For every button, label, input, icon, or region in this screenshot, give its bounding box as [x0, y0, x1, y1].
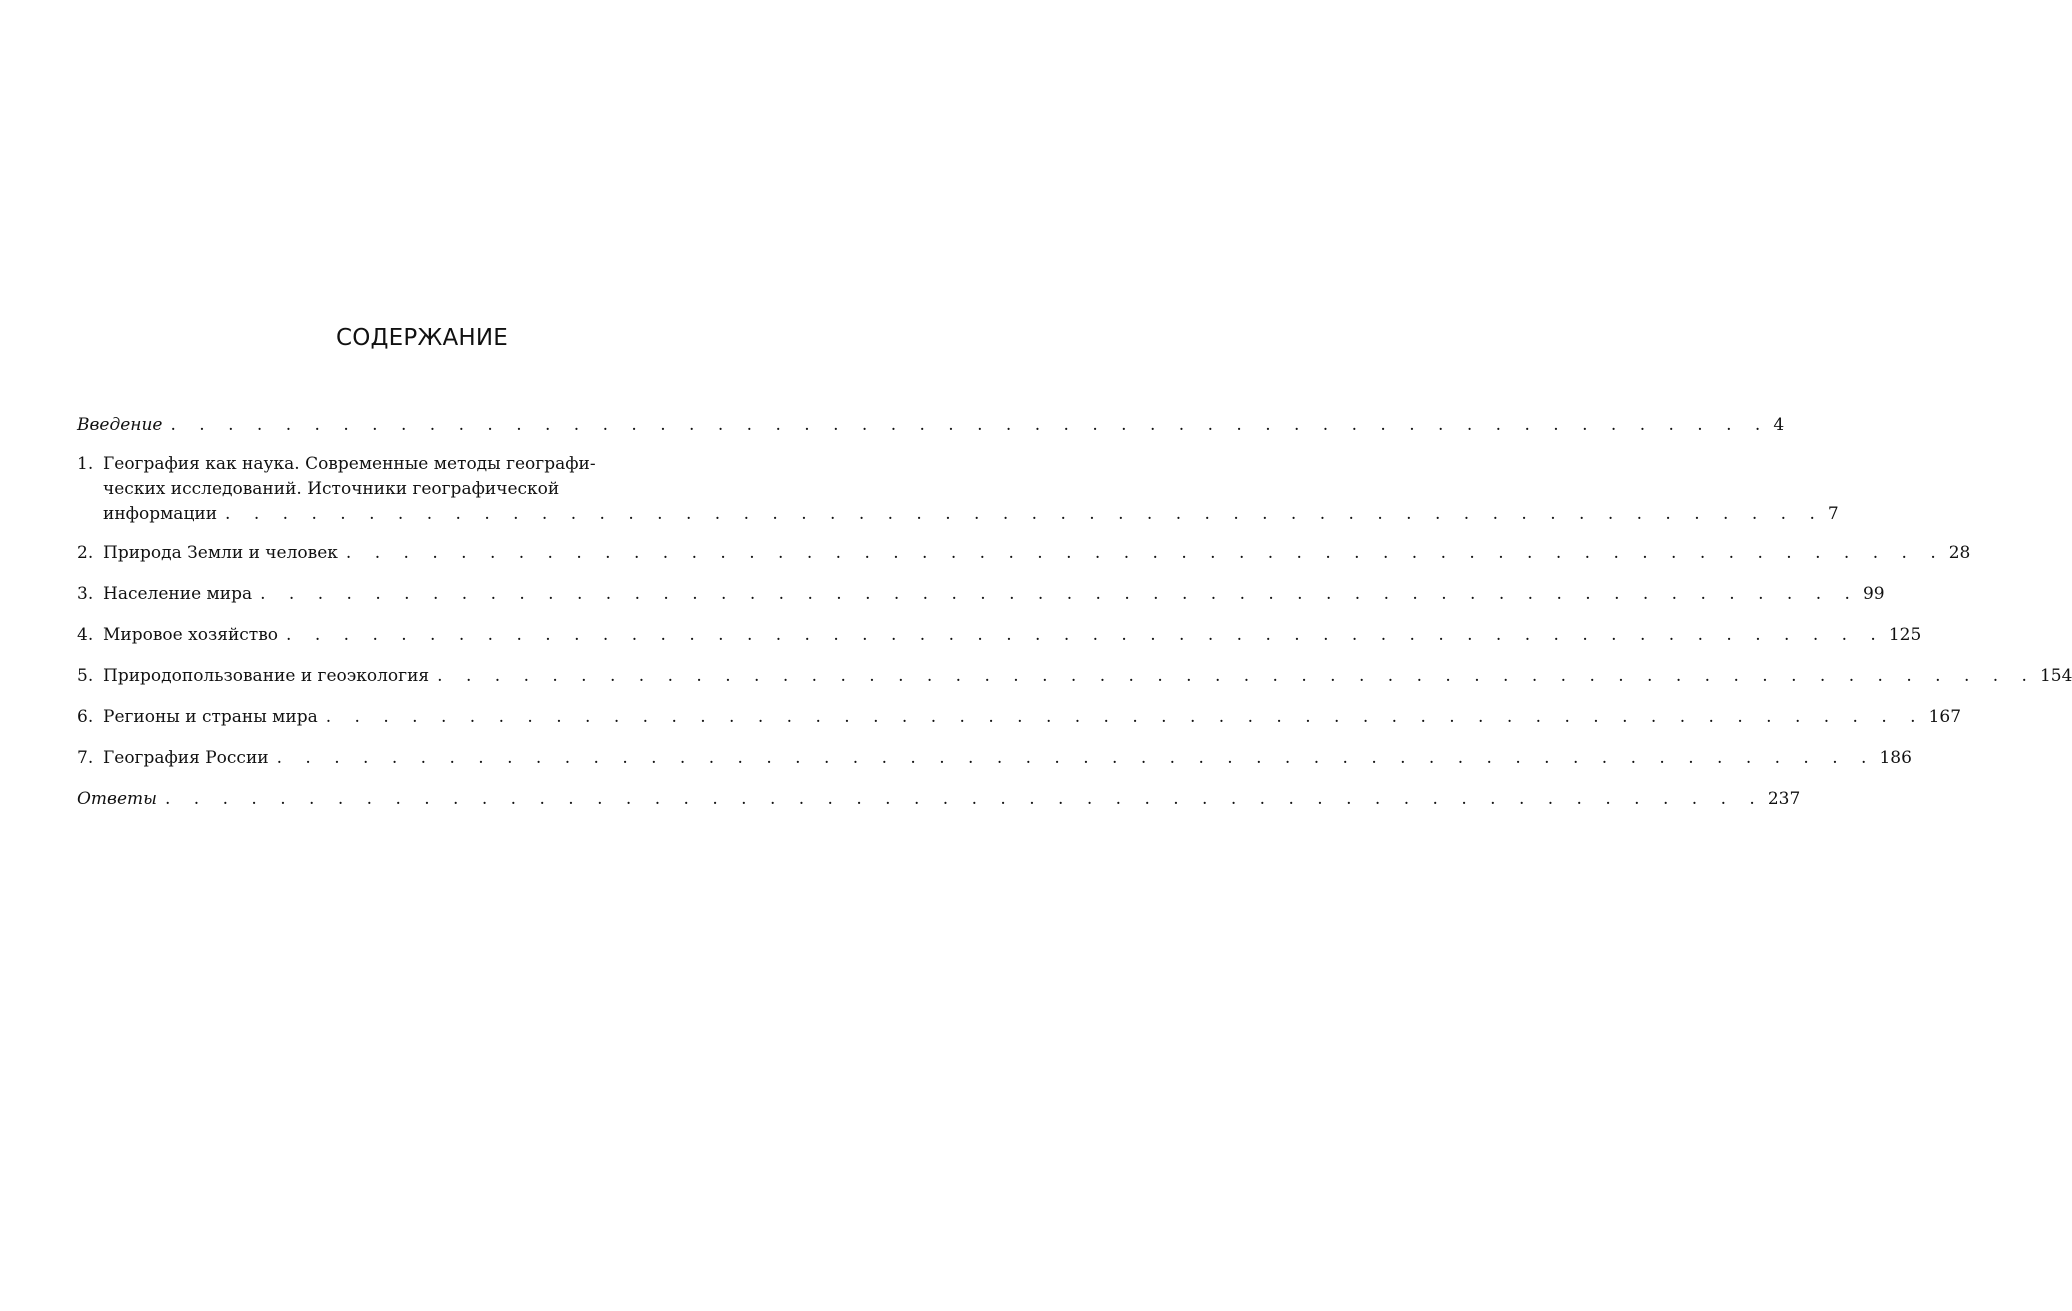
dot-leader: . . . . . . . . . . . . . . . . . . . . . . . . . . . . . . . . . . . . . . . . . . . . . . . . . . . . . . . .: [437, 666, 2036, 686]
toc-entry-label: Регионы и страны мира: [103, 707, 318, 727]
toc-entry-label: Ответы: [77, 789, 157, 809]
toc-entry-line: География как наука. Современные методы географи-: [103, 454, 596, 474]
toc-entry-1: [77, 452, 1839, 527]
toc-entry-page: 186: [1879, 748, 1912, 768]
toc-entry-label: Природа Земли и человек: [103, 543, 338, 563]
page-title: СОДЕРЖАНИЕ: [335, 325, 509, 351]
toc-entry-page: 237: [1767, 789, 1801, 809]
toc-entry-7: [77, 746, 1912, 771]
toc-entry-page: 125: [1888, 625, 1922, 645]
toc-entry-introduction: [77, 413, 1785, 438]
toc-entry-number: 7.: [77, 748, 94, 768]
dot-leader: . . . . . . . . . . . . . . . . . . . . . . . . . . . . . . . . . . . . . . . . . . . . . . . . . . . . . . . .: [170, 415, 1770, 435]
toc-entry-line: ческих исследований. Источники географической: [103, 479, 560, 499]
toc-entry-label: Введение: [77, 415, 163, 435]
toc-entry-label: География России: [103, 748, 269, 768]
dot-leader: . . . . . . . . . . . . . . . . . . . . . . . . . . . . . . . . . . . . . . . . . . . . . . . . . . . . . . . .: [345, 543, 1945, 563]
toc-entry-number: 1.: [77, 454, 94, 474]
toc-entry-6: [77, 705, 1962, 730]
toc-entry-number: 4.: [77, 625, 94, 645]
toc-entry-2: [77, 541, 1971, 566]
dot-leader: . . . . . . . . . . . . . . . . . . . . . . . . . . . . . . . . . . . . . . . . . . . . . . . . . . . . . . . .: [164, 789, 1764, 809]
dot-leader: . . . . . . . . . . . . . . . . . . . . . . . . . . . . . . . . . . . . . . . . . . . . . . . . . . . . . . . .: [225, 504, 1824, 524]
toc-entry-3: [77, 582, 1885, 607]
toc-entry-label: Мировое хозяйство: [103, 625, 279, 645]
toc-entry-number: 6.: [77, 707, 94, 727]
toc-entry-answers: [77, 787, 1801, 812]
dot-leader: . . . . . . . . . . . . . . . . . . . . . . . . . . . . . . . . . . . . . . . . . . . . . . . . . . . . . . . .: [260, 584, 1859, 604]
toc-entry-5: [77, 664, 2072, 689]
dot-leader: . . . . . . . . . . . . . . . . . . . . . . . . . . . . . . . . . . . . . . . . . . . . . . . . . . . . . . . .: [286, 625, 1885, 645]
toc-entry-number: 5.: [77, 666, 94, 686]
toc-entry-number: 2.: [77, 543, 94, 563]
dot-leader: . . . . . . . . . . . . . . . . . . . . . . . . . . . . . . . . . . . . . . . . . . . . . . . . . . . . . . . .: [276, 748, 1876, 768]
toc-entry-page: 4: [1773, 415, 1785, 435]
toc-entry-page: 99: [1862, 584, 1885, 604]
toc-entry-label: информации: [103, 504, 218, 524]
toc-entry-label: Природопользование и геоэкология: [103, 666, 430, 686]
toc-entry-page: 28: [1948, 543, 1971, 563]
toc-entry-4: [77, 623, 1922, 648]
toc-entry-page: 7: [1827, 504, 1839, 524]
toc-entry-page: 167: [1928, 707, 1962, 727]
dot-leader: . . . . . . . . . . . . . . . . . . . . . . . . . . . . . . . . . . . . . . . . . . . . . . . . . . . . . . . .: [325, 707, 1925, 727]
table-of-contents: [77, 413, 2072, 812]
toc-entry-page: 154: [2039, 666, 2072, 686]
toc-entry-label: Население мира: [103, 584, 253, 604]
toc-entry-number: 3.: [77, 584, 94, 604]
